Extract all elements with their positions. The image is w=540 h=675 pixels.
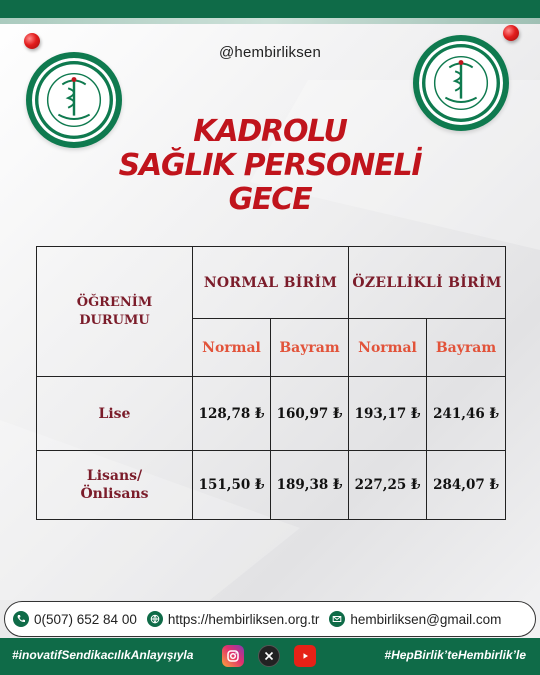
- rate-value: 189,38 ₺: [271, 451, 349, 520]
- special-unit-header: ÖZELLİKLİ BİRİM: [349, 247, 506, 319]
- rate-value: 227,25 ₺: [349, 451, 427, 520]
- row-label-line: Lise: [98, 405, 131, 422]
- hashtag-left: #inovatifSendikacılıkAnlayışıyla: [12, 648, 194, 662]
- globe-icon: [147, 611, 163, 627]
- subheader-normal: Normal: [349, 319, 427, 377]
- social-links: [222, 645, 316, 667]
- row-label-line: Önlisans: [80, 486, 149, 502]
- rate-value: 151,50 ₺: [193, 451, 271, 520]
- mail-icon: [329, 611, 345, 627]
- email-address: hembirliksen@gmail.com: [350, 611, 502, 627]
- youtube-icon[interactable]: [294, 645, 316, 667]
- table-header-row: [37, 247, 506, 319]
- email-link[interactable]: [329, 611, 501, 627]
- title-line: SAĞLIK PERSONELİ: [118, 148, 422, 183]
- education-header-line: DURUMU: [79, 312, 150, 328]
- phone-contact[interactable]: [13, 611, 137, 627]
- subheader-holiday: Bayram: [271, 319, 349, 377]
- row-label: [37, 451, 193, 520]
- instagram-icon[interactable]: [222, 645, 244, 667]
- rate-value: 160,97 ₺: [271, 377, 349, 451]
- rate-value: 284,07 ₺: [427, 451, 506, 520]
- top-brand-bar: [0, 0, 540, 18]
- subheader-holiday: Bayram: [427, 319, 506, 377]
- education-header-cell: [37, 247, 193, 377]
- contact-bar: [4, 601, 536, 637]
- hashtag-right: #HepBirlik’teHembirlik’le: [384, 648, 526, 662]
- subheader-normal: Normal: [193, 319, 271, 377]
- title-line: KADROLU: [193, 114, 347, 149]
- website-link[interactable]: [147, 611, 320, 627]
- website-url: https://hembirliksen.org.tr: [167, 611, 320, 627]
- rate-value: 241,46 ₺: [427, 377, 506, 451]
- red-pushpin-icon: [503, 25, 519, 41]
- phone-number: 0(507) 652 84 00: [34, 611, 137, 627]
- title-line: GECE: [228, 182, 312, 217]
- rate-value: 193,17 ₺: [349, 377, 427, 451]
- table-row: [37, 377, 506, 451]
- social-handle: @hembirliksen: [218, 44, 322, 61]
- normal-unit-header: NORMAL BİRİM: [193, 247, 349, 319]
- page-title: [0, 115, 540, 217]
- table-row: [37, 451, 506, 520]
- pay-rate-table: [36, 246, 506, 520]
- row-label-line: Lisans/: [86, 468, 143, 484]
- x-icon[interactable]: [258, 645, 280, 667]
- phone-icon: [13, 611, 29, 627]
- row-label: [37, 377, 193, 451]
- bottom-hashtag-band: [0, 638, 540, 675]
- rate-value: 128,78 ₺: [193, 377, 271, 451]
- education-header-line: ÖĞRENİM: [76, 294, 153, 310]
